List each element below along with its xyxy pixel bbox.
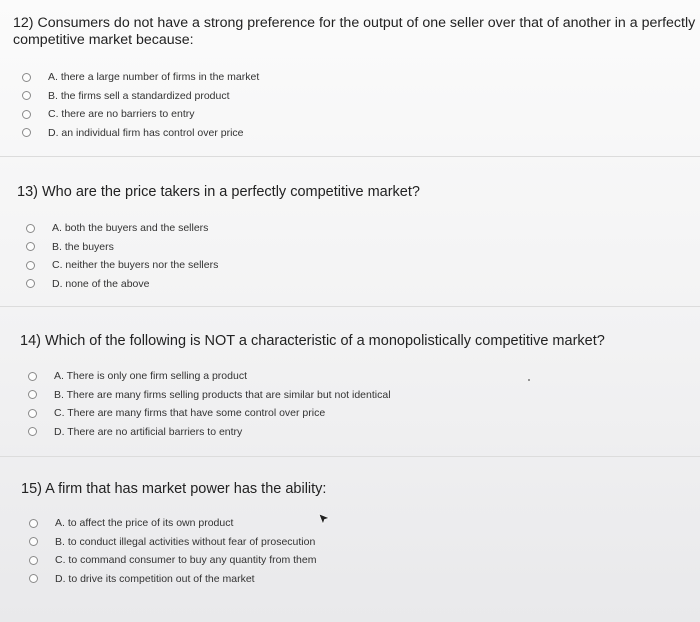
question-14-option-d[interactable] (28, 423, 391, 442)
question-15-option-b[interactable] (29, 533, 316, 552)
question-14-option-b[interactable] (28, 386, 391, 405)
question-14-option-c[interactable] (28, 404, 391, 423)
option-label: D. an individual firm has control over price (48, 126, 244, 139)
option-label: A. both the buyers and the sellers (52, 222, 209, 235)
option-label: C. to command consumer to buy any quantity from them (55, 554, 317, 567)
question-15-option-a[interactable] (29, 514, 316, 533)
radio-icon[interactable] (22, 91, 31, 100)
option-label: B. to conduct illegal activities without fear of prosecution (55, 535, 316, 548)
option-label: B. There are many firms selling products that are similar but not identical (54, 388, 391, 401)
question-15-option-c[interactable] (29, 551, 316, 570)
question-divider (0, 156, 700, 157)
option-label: C. There are many firms that have some control over price (54, 407, 326, 420)
question-14-text: 14) Which of the following is NOT a characteristic of a monopolistically competitive market? (20, 333, 605, 349)
radio-icon[interactable] (29, 574, 38, 583)
radio-icon[interactable] (29, 556, 38, 565)
option-label: C. neither the buyers nor the sellers (52, 259, 219, 272)
question-13-text: 13) Who are the price takers in a perfectly competitive market? (17, 184, 420, 200)
question-13-option-b[interactable] (26, 238, 218, 257)
question-13-options (26, 219, 218, 293)
question-15-options (29, 514, 316, 588)
option-label: C. there are no barriers to entry (48, 108, 195, 121)
option-label: D. to drive its competition out of the market (55, 572, 255, 585)
radio-icon[interactable] (26, 261, 35, 270)
radio-icon[interactable] (22, 73, 31, 82)
question-13-option-a[interactable] (26, 219, 218, 238)
mouse-pointer-icon (318, 513, 330, 525)
option-label: A. to affect the price of its own product (55, 517, 234, 530)
question-divider (0, 456, 700, 457)
question-12-text: 12) Consumers do not have a strong preference for the output of one seller over that of another in a perfectly competitive market because: (13, 15, 696, 48)
question-15-option-d[interactable] (29, 570, 316, 589)
question-12-option-d[interactable] (22, 124, 259, 143)
question-15-text: 15) A firm that has market power has the ability: (21, 481, 327, 497)
radio-icon[interactable] (26, 242, 35, 251)
option-label: A. there a large number of firms in the market (48, 71, 260, 84)
radio-icon[interactable] (26, 279, 35, 288)
radio-icon[interactable] (22, 110, 31, 119)
question-12-option-a[interactable] (22, 68, 259, 87)
radio-icon[interactable] (28, 427, 37, 436)
question-14-option-a[interactable] (28, 367, 391, 386)
radio-icon[interactable] (26, 224, 35, 233)
option-label: B. the buyers (52, 240, 114, 253)
question-divider (0, 306, 700, 307)
option-label: D. none of the above (52, 277, 150, 290)
radio-icon[interactable] (28, 372, 37, 381)
question-12-option-b[interactable] (22, 87, 259, 106)
question-14-options (28, 367, 391, 441)
question-13-option-c[interactable] (26, 256, 218, 275)
question-12-option-c[interactable] (22, 105, 259, 124)
option-label: B. the firms sell a standardized product (48, 89, 230, 102)
question-13-option-d[interactable] (26, 275, 218, 294)
radio-icon[interactable] (22, 128, 31, 137)
radio-icon[interactable] (29, 519, 38, 528)
radio-icon[interactable] (28, 409, 37, 418)
question-12-options (22, 68, 259, 142)
stray-mark (528, 379, 530, 381)
option-label: D. There are no artificial barriers to entry (54, 425, 243, 438)
option-label: A. There is only one firm selling a product (54, 370, 247, 383)
radio-icon[interactable] (29, 537, 38, 546)
radio-icon[interactable] (28, 390, 37, 399)
